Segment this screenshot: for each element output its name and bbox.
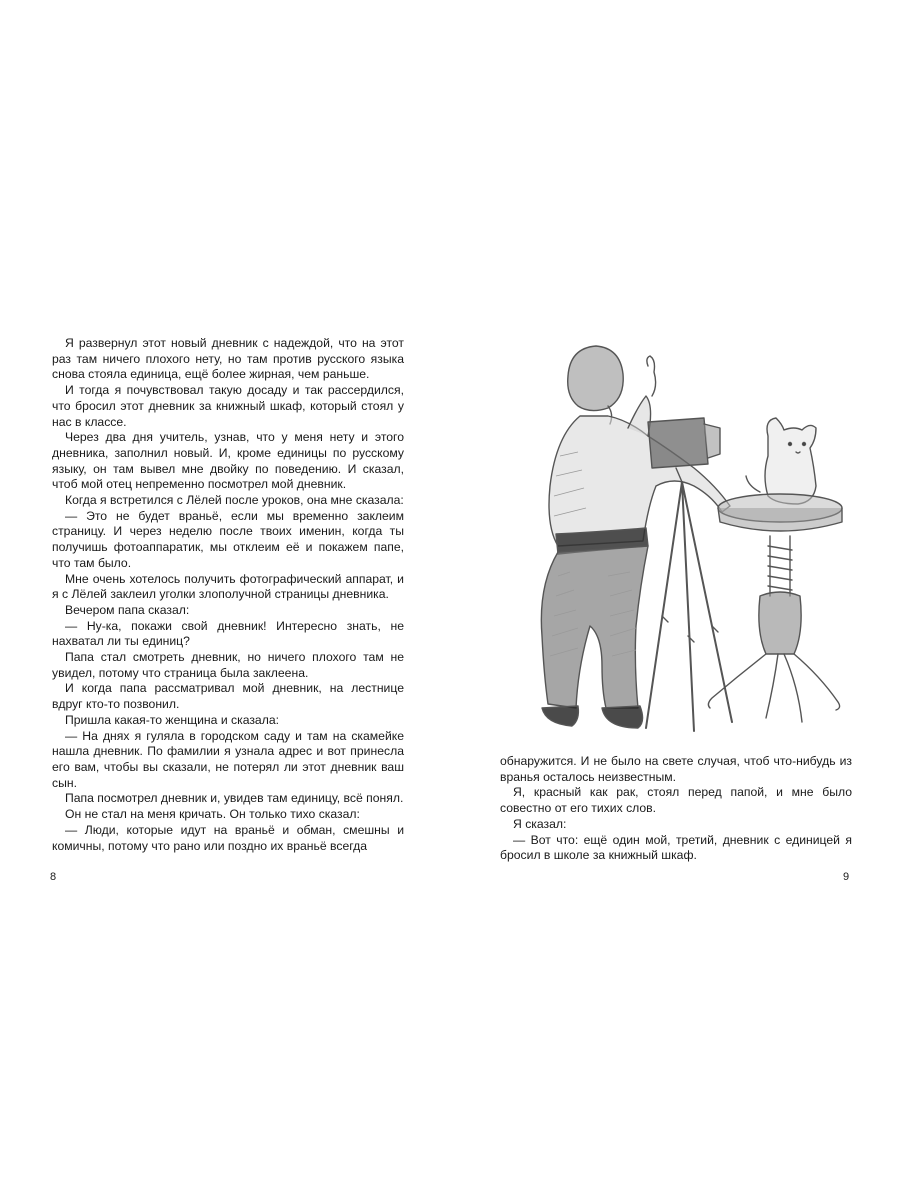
paragraph: Я сказал: bbox=[513, 816, 567, 831]
paragraph: — Это не будет враньё, если мы временно заклеим страницу. И через неделю после твоих именин, когда ты получишь фотоаппаратик, мы отклеим её и покажем папе, что там было. bbox=[52, 508, 404, 570]
paragraph: — Ну-ка, покажи свой дневник! Интересно знать, не нахватал ли ты единиц? bbox=[52, 618, 404, 649]
paragraph: Вечером папа сказал: bbox=[65, 602, 190, 617]
book-spread bbox=[0, 296, 900, 904]
paragraph: — Вот что: ещё один мой, третий, дневник с единицей я бросил в школе за книжный шкаф. bbox=[500, 832, 852, 863]
paragraph: Пришла какая-то женщина и сказала: bbox=[65, 712, 279, 727]
paragraph: И тогда я почувствовал такую досаду и так рассердился, что бросил этот дневник за книжный шкаф, который стоял у нас в классе. bbox=[52, 383, 404, 429]
illustration bbox=[498, 336, 848, 736]
paragraph: Я развернул этот новый дневник с надеждой, что на этот раз там ничего плохого нету, но там против русского языка снова стояла единица, ещё более жирная, чем раньше. bbox=[52, 336, 404, 382]
paragraph: Я, красный как рак, стоял перед папой, и мне было совестно от его тихих слов. bbox=[500, 785, 852, 816]
paragraph: Когда я встретился с Лёлей после уроков, она мне сказала: bbox=[65, 493, 404, 508]
paragraph: — Люди, которые идут на враньё и обман, смешны и комичны, потому что рано или поздно их враньё всегда bbox=[52, 822, 404, 853]
right-page-text bbox=[500, 754, 852, 864]
paragraph-continuation: обнаружится. И не было на свете случая, чтоб что-нибудь из вранья осталось неизвестным. bbox=[500, 754, 852, 784]
page-number-left: 8 bbox=[50, 871, 57, 883]
paragraph: Мне очень хотелось получить фотографический аппарат, и я с Лёлей заклеил уголки злополучной страницы дневника. bbox=[52, 571, 404, 602]
paragraph: Через два дня учитель, узнав, что у меня нету и этого дневника, заполнил новый. И, кроме единицы по русскому языку, он там вывел мне двойку по поведению. И сказал, чтоб мой отец непременно посмотрел мой дневник. bbox=[52, 430, 404, 492]
paragraph: Папа стал смотреть дневник, но ничего плохого там не увидел, потому что страница была заклеена. bbox=[52, 650, 404, 680]
paragraph: И когда папа рассматривал мой дневник, на лестнице вдруг кто-то позвонил. bbox=[52, 681, 404, 712]
left-page-text bbox=[52, 336, 404, 854]
paragraph: Папа посмотрел дневник и, увидев там единицу, всё понял. bbox=[65, 791, 404, 806]
paragraph: Он не стал на меня кричать. Он только тихо сказал: bbox=[65, 807, 360, 822]
paragraph: — На днях я гуляла в городском саду и там на скамейке нашла дневник. По фамилии я узнала адрес и вот принесла его вам, чтобы вы сказали, не потерял ли этот дневник ваш сын. bbox=[52, 728, 404, 790]
pencil-drawing-boy-photographing-dog-icon bbox=[498, 336, 848, 736]
page-number-right: 9 bbox=[843, 871, 850, 883]
